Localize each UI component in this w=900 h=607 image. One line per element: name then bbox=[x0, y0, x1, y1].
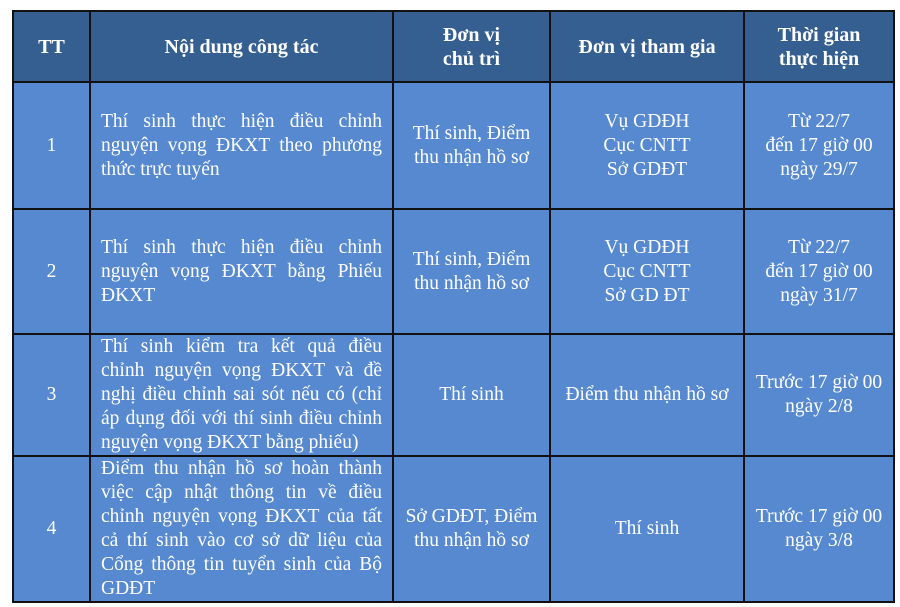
schedule-table bbox=[12, 10, 895, 603]
header-host bbox=[393, 11, 550, 82]
header-time-line: Thời gian bbox=[777, 23, 861, 46]
cell-host: Thí sinh bbox=[393, 334, 550, 456]
cell-tt: 1 bbox=[13, 82, 90, 209]
cell-participants: Thí sinh bbox=[550, 456, 744, 602]
participant: Vụ GDĐH bbox=[604, 110, 690, 132]
participant: Sở GD ĐT bbox=[604, 284, 690, 306]
cell-tt: 4 bbox=[13, 456, 90, 602]
table-row bbox=[13, 334, 894, 456]
cell-content: Điểm thu nhận hồ sơ hoàn thành việc cập nhật thông tin về điều chỉnh nguyện vọng ĐKXT của tất cả thí sinh vào cơ sở dữ liệu của Cổng thông tin tuyển sinh của Bộ GDĐT bbox=[90, 456, 393, 602]
cell-participants bbox=[550, 82, 744, 209]
table-row bbox=[13, 209, 894, 334]
cell-content: Thí sinh thực hiện điều chỉnh nguyện vọng ĐKXT theo phương thức trực tuyến bbox=[90, 82, 393, 209]
header-content: Nội dung công tác bbox=[90, 11, 393, 82]
time-line: ngày 29/7 bbox=[780, 158, 858, 180]
cell-participants bbox=[550, 209, 744, 334]
cell-time bbox=[744, 209, 894, 334]
participant: Cục CNTT bbox=[603, 260, 691, 282]
cell-tt: 3 bbox=[13, 334, 90, 456]
time-line: Từ 22/7 bbox=[787, 236, 851, 258]
time-line: ngày 31/7 bbox=[780, 284, 858, 306]
participant: Sở GDĐT bbox=[606, 158, 688, 180]
header-participants: Đơn vị tham gia bbox=[550, 11, 744, 82]
cell-tt: 2 bbox=[13, 209, 90, 334]
cell-host: Sở GDĐT, Điểm thu nhận hồ sơ bbox=[393, 456, 550, 602]
header-host-line: Đơn vị bbox=[442, 23, 501, 46]
table-row bbox=[13, 456, 894, 602]
header-tt: TT bbox=[13, 11, 90, 82]
cell-time bbox=[744, 82, 894, 209]
header-row bbox=[13, 11, 894, 82]
cell-content: Thí sinh kiểm tra kết quả điều chỉnh nguyện vọng ĐKXT và đề nghị điều chỉnh sai sót nếu có (chỉ áp dụng đối với thí sinh điều chỉnh nguyện vọng ĐKXT bằng phiếu) bbox=[90, 334, 393, 456]
cell-host: Thí sinh, Điểm thu nhận hồ sơ bbox=[393, 209, 550, 334]
time-line: đến 17 giờ 00 bbox=[765, 134, 873, 156]
cell-participants: Điểm thu nhận hồ sơ bbox=[550, 334, 744, 456]
header-host-line: chủ trì bbox=[442, 47, 501, 70]
cell-time: Trước 17 giờ 00 ngày 2/8 bbox=[744, 334, 894, 456]
time-line: Từ 22/7 bbox=[787, 110, 851, 132]
participant: Cục CNTT bbox=[603, 134, 691, 156]
header-time-line: thực hiện bbox=[778, 47, 860, 70]
header-time bbox=[744, 11, 894, 82]
time-line: đến 17 giờ 00 bbox=[765, 260, 873, 282]
participant: Vụ GDĐH bbox=[604, 236, 690, 258]
cell-content: Thí sinh thực hiện điều chỉnh nguyện vọng ĐKXT bằng Phiếu ĐKXT bbox=[90, 209, 393, 334]
table-row bbox=[13, 82, 894, 209]
cell-host: Thí sinh, Điểm thu nhận hồ sơ bbox=[393, 82, 550, 209]
cell-time: Trước 17 giờ 00 ngày 3/8 bbox=[744, 456, 894, 602]
